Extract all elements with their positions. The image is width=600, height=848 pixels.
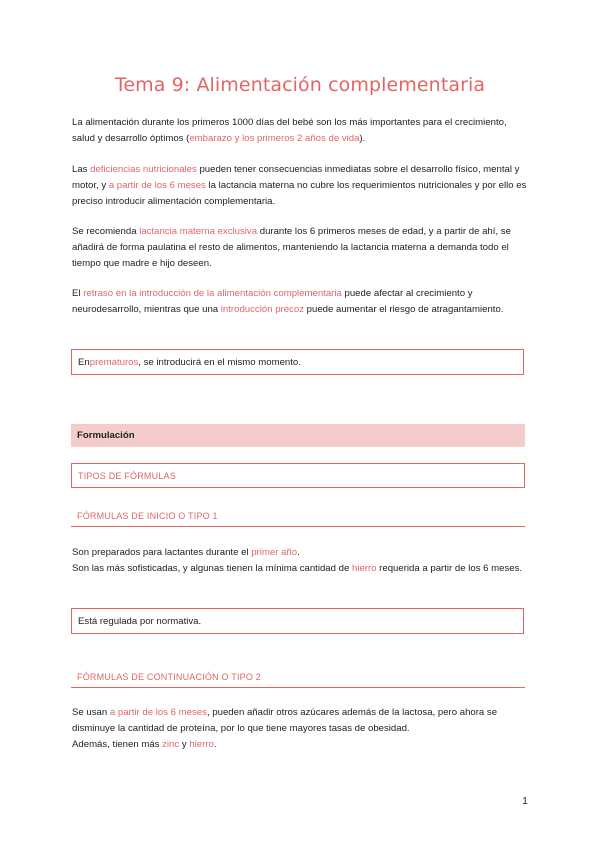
text: Son preparados para lactantes durante el — [72, 547, 252, 558]
text: la lactancia materna no cubre los requerimientos nutricionales y por ello es preciso introducir alimentación complementaria. — [72, 180, 527, 207]
text: . — [297, 547, 300, 558]
text: requerida a partir de los 6 meses. — [376, 563, 523, 574]
paragraph-inicio-2 — [72, 561, 532, 577]
highlight: hierro — [351, 563, 377, 574]
highlight: introducción precoz — [220, 304, 304, 315]
text: Las — [72, 164, 91, 175]
text: ). — [359, 133, 366, 144]
text: Además, tienen más — [72, 739, 163, 750]
paragraph-continuacion-2 — [72, 737, 532, 753]
paragraph-inicio-1 — [72, 545, 532, 561]
text: , pueden añadir otros azúcares además de la lactosa, pero ahora se disminuye la cantidad de proteína, por lo que tiene mayores tasas de obesidad. — [72, 707, 498, 734]
text: Se usan — [72, 707, 110, 718]
subheading-formulas-inicio: FÓRMULAS DE INICIO O TIPO 1 — [71, 506, 525, 527]
text: durante los 6 primeros meses de edad, y a partir de ahí, se añadirá de forma paulatina el resto de alimentos, manteniendo la lactancia materna a demanda todo el tiempo que madre e hijo deseen. — [72, 226, 511, 269]
text: . — [213, 739, 217, 750]
text: El — [72, 288, 84, 299]
highlight: lactancia materna exclusiva — [139, 226, 258, 237]
text: pueden tener consecuencias inmediatas sobre el desarrollo físico, mental y motor, y — [72, 164, 520, 191]
highlight: embarazo y los primeros 2 años de vida — [189, 133, 360, 144]
paragraph-continuacion-1 — [72, 705, 532, 737]
text: Son las más sofisticadas, y algunas tienen la mínima cantidad de — [72, 563, 352, 574]
page-title: Tema 9: Alimentación complementaria — [114, 74, 486, 96]
subheading-formulas-continuacion: FÓRMULAS DE CONTINUACIÓN O TIPO 2 — [71, 667, 525, 688]
text: Se recomienda — [72, 226, 140, 237]
highlight: a partir de los 6 meses — [108, 180, 206, 191]
note-box-prematuros — [71, 349, 524, 375]
text: puede afectar al crecimiento y neurodesarrollo, mientras que una — [72, 288, 473, 315]
text: , se introducirá en el mismo momento. — [138, 356, 301, 368]
subheading-tipos-formulas: TIPOS DE FÓRMULAS — [71, 463, 525, 488]
text: y — [179, 739, 190, 750]
text: La alimentación durante los primeros 1000 días del bebé son los más importantes para el crecimiento, salud y desarrollo óptimos ( — [72, 117, 507, 144]
highlight: retraso en la introducción de la alimentación complementaria — [83, 288, 342, 299]
highlight: zinc — [162, 739, 180, 750]
section-header-formulacion: Formulación — [71, 424, 525, 447]
paragraph-intro — [72, 115, 532, 147]
highlight: hierro — [189, 739, 214, 750]
paragraph-retraso — [72, 286, 532, 318]
text: En — [78, 356, 90, 368]
paragraph-deficiencias — [72, 162, 532, 210]
highlight: deficiencias nutricionales — [90, 164, 197, 175]
note-box-normativa: Está regulada por normativa. — [71, 608, 524, 634]
highlight: a partir de los 6 meses — [109, 707, 207, 718]
paragraph-lactancia — [72, 224, 532, 272]
text: puede aumentar el riesgo de atragantamiento. — [304, 304, 504, 315]
page-number: 1 — [522, 796, 528, 807]
highlight: primer año — [251, 547, 298, 558]
highlight: prematuros — [89, 356, 139, 368]
